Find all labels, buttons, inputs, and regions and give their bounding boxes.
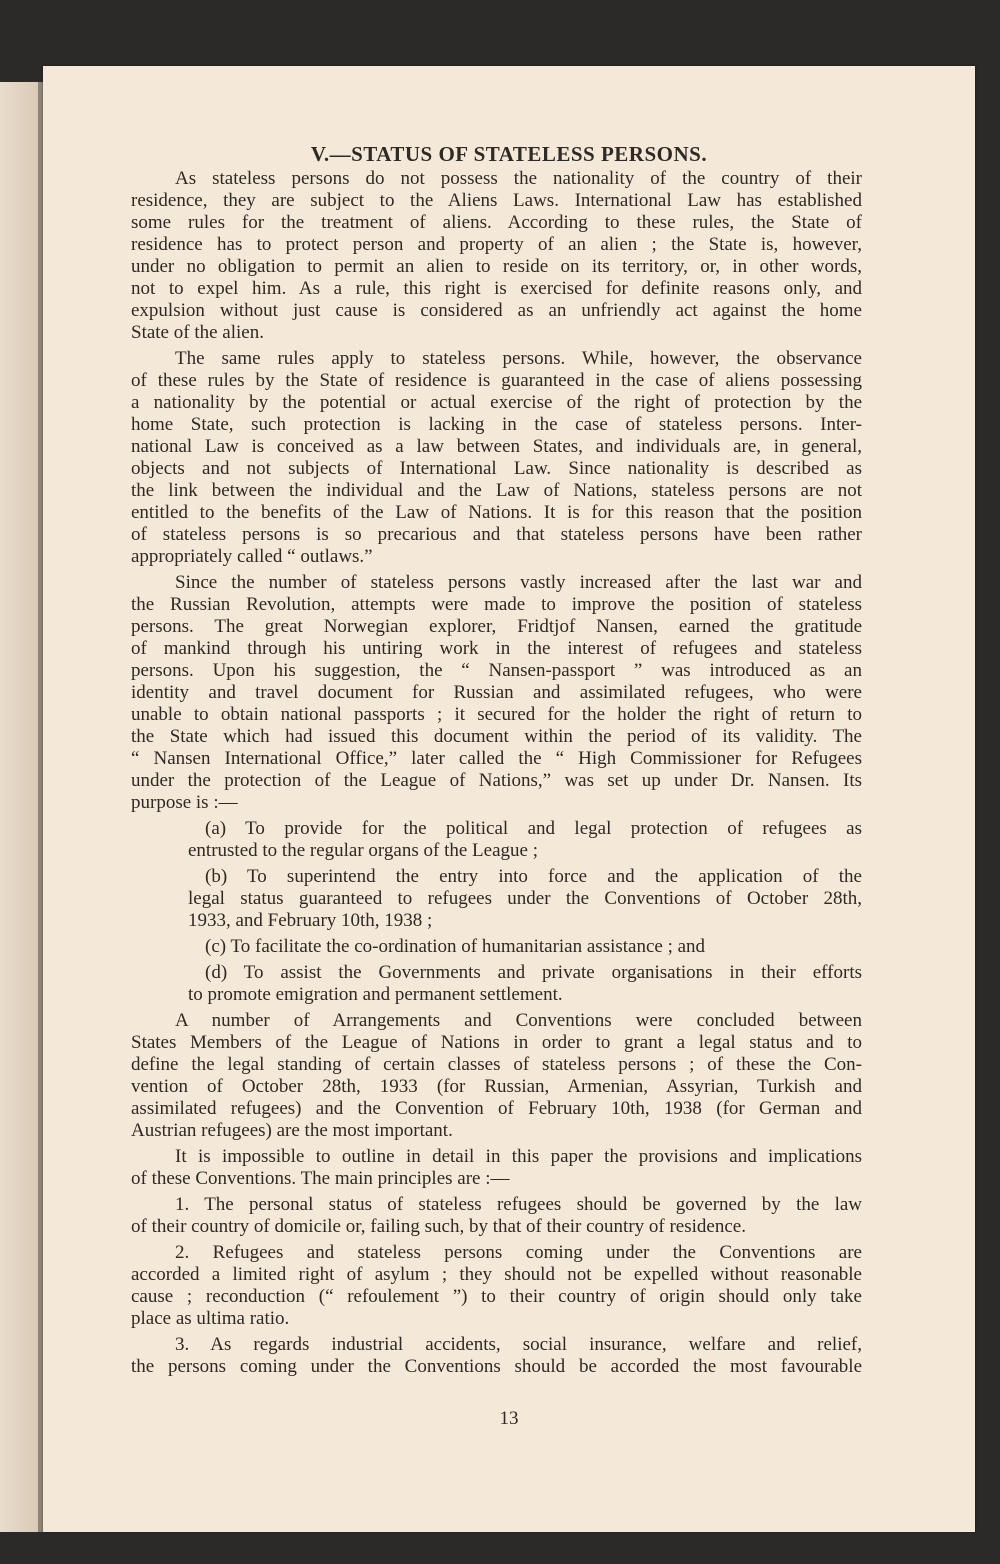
text-line: the link between the individual and the Law of Nations, stateless persons are not	[131, 480, 862, 501]
paragraph	[131, 1146, 862, 1190]
text-line: home State, such protection is lacking in the case of stateless persons. Inter-	[131, 414, 862, 435]
paragraph	[131, 1010, 862, 1142]
text-line: of these Conventions. The main principles are :—	[131, 1168, 510, 1189]
text-line: (b) To superintend the entry into force and the application of the	[205, 866, 862, 887]
text-line: (c) To facilitate the co-ordination of humanitarian assistance ; and	[205, 936, 706, 957]
paragraph	[131, 348, 862, 568]
text-line: 1. The personal status of stateless refugees should be governed by the law	[175, 1194, 862, 1215]
text-line: “ Nansen International Office,” later called the “ High Commissioner for Refugees	[131, 748, 862, 769]
paragraph	[131, 1194, 862, 1238]
text-line: the State which had issued this document within the period of its validity. The	[131, 726, 862, 747]
text-line: Since the number of stateless persons vastly increased after the last war and	[175, 572, 862, 593]
text-line: of their country of domicile or, failing such, by that of their country of residence.	[131, 1216, 746, 1237]
paragraph	[131, 168, 862, 344]
text-line: (a) To provide for the political and legal protection of refugees as	[205, 818, 862, 839]
text-line: appropriately called “ outlaws.”	[131, 546, 373, 567]
page-number: 13	[499, 1408, 519, 1429]
facing-page-edge	[0, 82, 40, 1532]
text-line: (d) To assist the Governments and private organisations in their efforts	[205, 962, 862, 983]
paragraph	[131, 572, 862, 814]
list-item	[188, 936, 862, 958]
text-line: place as ultima ratio.	[131, 1308, 290, 1329]
text-line: State of the alien.	[131, 322, 264, 343]
text-line: of these rules by the State of residence is guaranteed in the case of aliens possessing	[131, 370, 862, 391]
text-line: A number of Arrangements and Conventions were concluded between	[175, 1010, 862, 1031]
text-line: legal status guaranteed to refugees under the Conventions of October 28th,	[188, 888, 862, 909]
text-line: identity and travel document for Russian and assimilated refugees, who were	[131, 682, 862, 703]
list-item	[188, 866, 862, 932]
list-item	[188, 962, 862, 1006]
text-line: 2. Refugees and stateless persons coming under the Conventions are	[175, 1242, 862, 1263]
text-line: of mankind through his untiring work in the interest of refugees and stateless	[131, 638, 862, 659]
paragraph	[131, 1242, 862, 1330]
text-line: It is impossible to outline in detail in this paper the provisions and implications	[175, 1146, 862, 1167]
text-line: 1933, and February 10th, 1938 ;	[188, 910, 433, 931]
text-line: under no obligation to permit an alien to reside on its territory, or, in other words,	[131, 256, 862, 277]
text-line: cause ; reconduction (“ refoulement ”) to their country of origin should only take	[131, 1286, 862, 1307]
text-line: residence, they are subject to the Aliens Laws. International Law has established	[131, 190, 862, 211]
text-line: residence has to protect person and property of an alien ; the State is, however,	[131, 234, 862, 255]
text-line: States Members of the League of Nations in order to grant a legal status and to	[131, 1032, 862, 1053]
text-line: As stateless persons do not possess the nationality of the country of their	[175, 168, 862, 189]
text-line: accorded a limited right of asylum ; they should not be expelled without reasonable	[131, 1264, 862, 1285]
text-line: objects and not subjects of International Law. Since nationality is described as	[131, 458, 862, 479]
text-line: The same rules apply to stateless persons. While, however, the observance	[175, 348, 862, 369]
text-line: vention of October 28th, 1933 (for Russian, Armenian, Assyrian, Turkish and	[131, 1076, 862, 1097]
paragraph	[131, 1334, 862, 1378]
text-line: under the protection of the League of Nations,” was set up under Dr. Nansen. Its	[131, 770, 862, 791]
text-line: expulsion without just cause is considered as an unfriendly act against the home	[131, 300, 862, 321]
text-line: persons. The great Norwegian explorer, Fridtjof Nansen, earned the gratitude	[131, 616, 862, 637]
text-line: 3. As regards industrial accidents, social insurance, welfare and relief,	[175, 1334, 862, 1355]
text-line: entitled to the benefits of the Law of Nations. It is for this reason that the position	[131, 502, 862, 523]
text-line: not to expel him. As a rule, this right is exercised for definite reasons only, and	[131, 278, 862, 299]
text-line: persons. Upon his suggestion, the “ Nansen-passport ” was introduced as an	[131, 660, 862, 681]
text-line: define the legal standing of certain classes of stateless persons ; of these the Con-	[131, 1054, 862, 1075]
text-line: the persons coming under the Conventions should be accorded the most favourable	[131, 1356, 862, 1377]
section-title: V.—STATUS OF STATELESS PERSONS.	[310, 142, 708, 166]
document-page	[43, 66, 975, 1532]
text-line: unable to obtain national passports ; it secured for the holder the right of return to	[131, 704, 862, 725]
text-line: entrusted to the regular organs of the League ;	[188, 840, 538, 861]
document-body	[131, 168, 862, 1382]
text-line: Austrian refugees) are the most important.	[131, 1120, 453, 1141]
text-line: some rules for the treatment of aliens. According to these rules, the State of	[131, 212, 862, 233]
text-line: purpose is :—	[131, 792, 238, 813]
text-line: assimilated refugees) and the Convention of February 10th, 1938 (for German and	[131, 1098, 862, 1119]
text-line: national Law is conceived as a law between States, and individuals are, in general,	[131, 436, 862, 457]
text-line: of stateless persons is so precarious and that stateless persons have been rather	[131, 524, 862, 545]
text-line: to promote emigration and permanent settlement.	[188, 984, 563, 1005]
text-line: a nationality by the potential or actual exercise of the right of protection by the	[131, 392, 862, 413]
text-line: the Russian Revolution, attempts were made to improve the position of stateless	[131, 594, 862, 615]
list-item	[188, 818, 862, 862]
